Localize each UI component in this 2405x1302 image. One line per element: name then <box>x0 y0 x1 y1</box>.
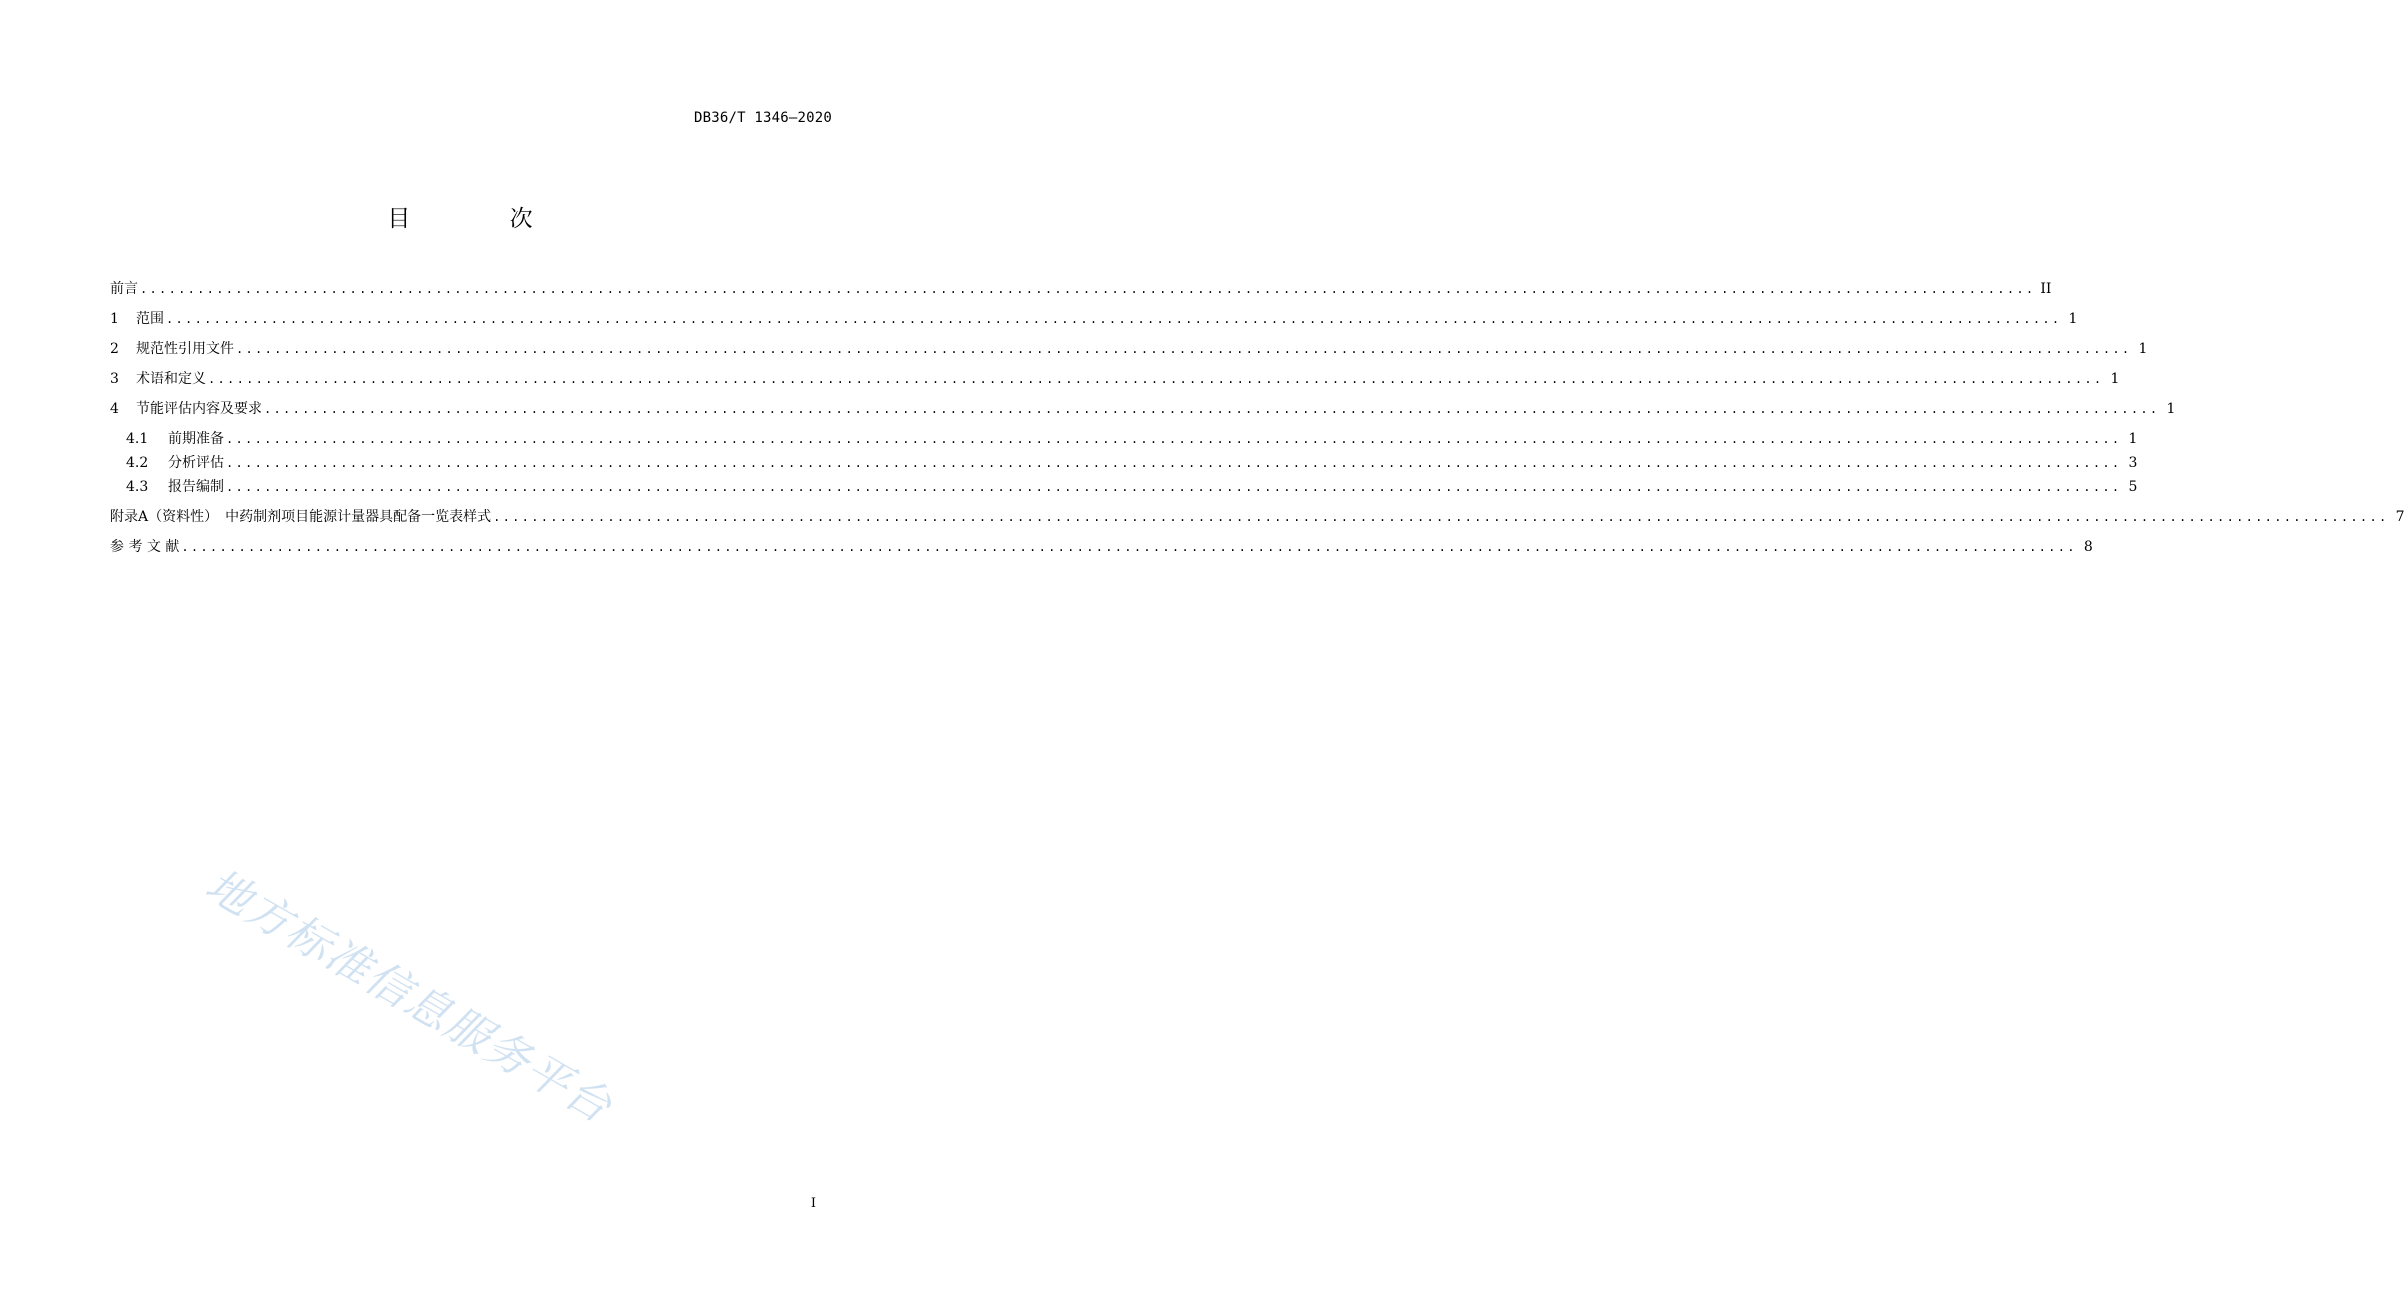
toc-entry[interactable] <box>110 476 2138 496</box>
toc-entry-number: 3 <box>110 371 119 387</box>
toc-leader-dots: ....................................................................................................................................................................................................... <box>140 282 2036 296</box>
toc-entry-label <box>110 278 140 298</box>
toc-entry-page: 1 <box>2138 341 2148 357</box>
toc-entry[interactable] <box>110 452 2138 472</box>
document-code: DB36/T 1346—2020 <box>693 110 832 126</box>
toc-entry[interactable] <box>110 338 2148 358</box>
toc-entry[interactable] <box>110 368 2120 388</box>
toc-entry[interactable] <box>110 428 2138 448</box>
toc-entry-number: 4.2 <box>126 455 149 471</box>
toc-entry-number: 4.1 <box>126 431 149 447</box>
toc-leader-dots: ....................................................................................................................................................................................................... <box>236 342 2132 356</box>
toc-entry-text: 报告编制 <box>168 479 224 495</box>
toc-leader-dots: ....................................................................................................................................................................................................... <box>226 456 2122 470</box>
toc-entry-page: II <box>2040 281 2052 297</box>
toc-entry-page: 1 <box>2110 371 2120 387</box>
toc-entry-label <box>110 506 493 526</box>
toc-entry[interactable] <box>110 278 2052 298</box>
toc-entry-text: 规范性引用文件 <box>136 341 234 357</box>
toc-entry-page: 1 <box>2128 431 2138 447</box>
toc-entry-number: 1 <box>110 311 119 327</box>
toc-entry-page: 5 <box>2128 479 2138 495</box>
toc-entry-text: 分析评估 <box>168 455 224 471</box>
toc-entry-text: 术语和定义 <box>136 371 206 387</box>
toc-entry-page: 1 <box>2068 311 2078 327</box>
toc-leader-dots: ....................................................................................................................................................................................................... <box>181 540 2077 554</box>
toc-entry-label <box>110 368 208 388</box>
toc-leader-dots: ....................................................................................................................................................................................................... <box>226 480 2122 494</box>
toc-entry[interactable] <box>110 398 2176 418</box>
toc-leader-dots: ....................................................................................................................................................................................................... <box>208 372 2104 386</box>
toc-entry-label <box>110 338 236 358</box>
toc-entry-number: 4 <box>110 401 119 417</box>
toc-entry-label <box>110 398 264 418</box>
toc-entry[interactable] <box>110 536 2093 556</box>
toc-entry-page: 8 <box>2083 539 2093 555</box>
page-number: I <box>810 1196 816 1211</box>
toc-entry-number: 2 <box>110 341 119 357</box>
toc-entry-page: 3 <box>2128 455 2138 471</box>
toc-entry-text: 前期准备 <box>168 431 224 447</box>
toc-leader-dots: ....................................................................................................................................................................................................... <box>166 312 2062 326</box>
toc-entry-text: 范围 <box>136 311 164 327</box>
toc-leader-dots: ....................................................................................................................................................................................................... <box>493 510 2389 524</box>
toc-leader-dots: ....................................................................................................................................................................................................... <box>226 432 2122 446</box>
toc-title: 目 次 <box>387 206 579 232</box>
toc-entry-number: 4.3 <box>126 479 149 495</box>
toc-entry-text: 参 考 文 献 <box>110 539 180 555</box>
toc-entry-label <box>126 452 226 472</box>
toc-entry[interactable] <box>110 308 2078 328</box>
toc-entry-label <box>110 308 166 328</box>
watermark: 地方标准信息服务平台 <box>197 859 621 1134</box>
toc-entry-label <box>126 428 226 448</box>
toc-entry[interactable] <box>110 506 2405 526</box>
toc-entry-page: 7 <box>2395 509 2405 525</box>
toc-leader-dots: ....................................................................................................................................................................................................... <box>264 402 2160 416</box>
toc-entry-text: 附录A（资料性） 中药制剂项目能源计量器具配备一览表样式 <box>110 509 492 525</box>
toc-entry-text: 节能评估内容及要求 <box>136 401 262 417</box>
toc-entry-label <box>126 476 226 496</box>
toc-entry-label <box>110 536 181 556</box>
toc-entry-text: 前言 <box>110 281 138 297</box>
toc-entry-page: 1 <box>2166 401 2176 417</box>
